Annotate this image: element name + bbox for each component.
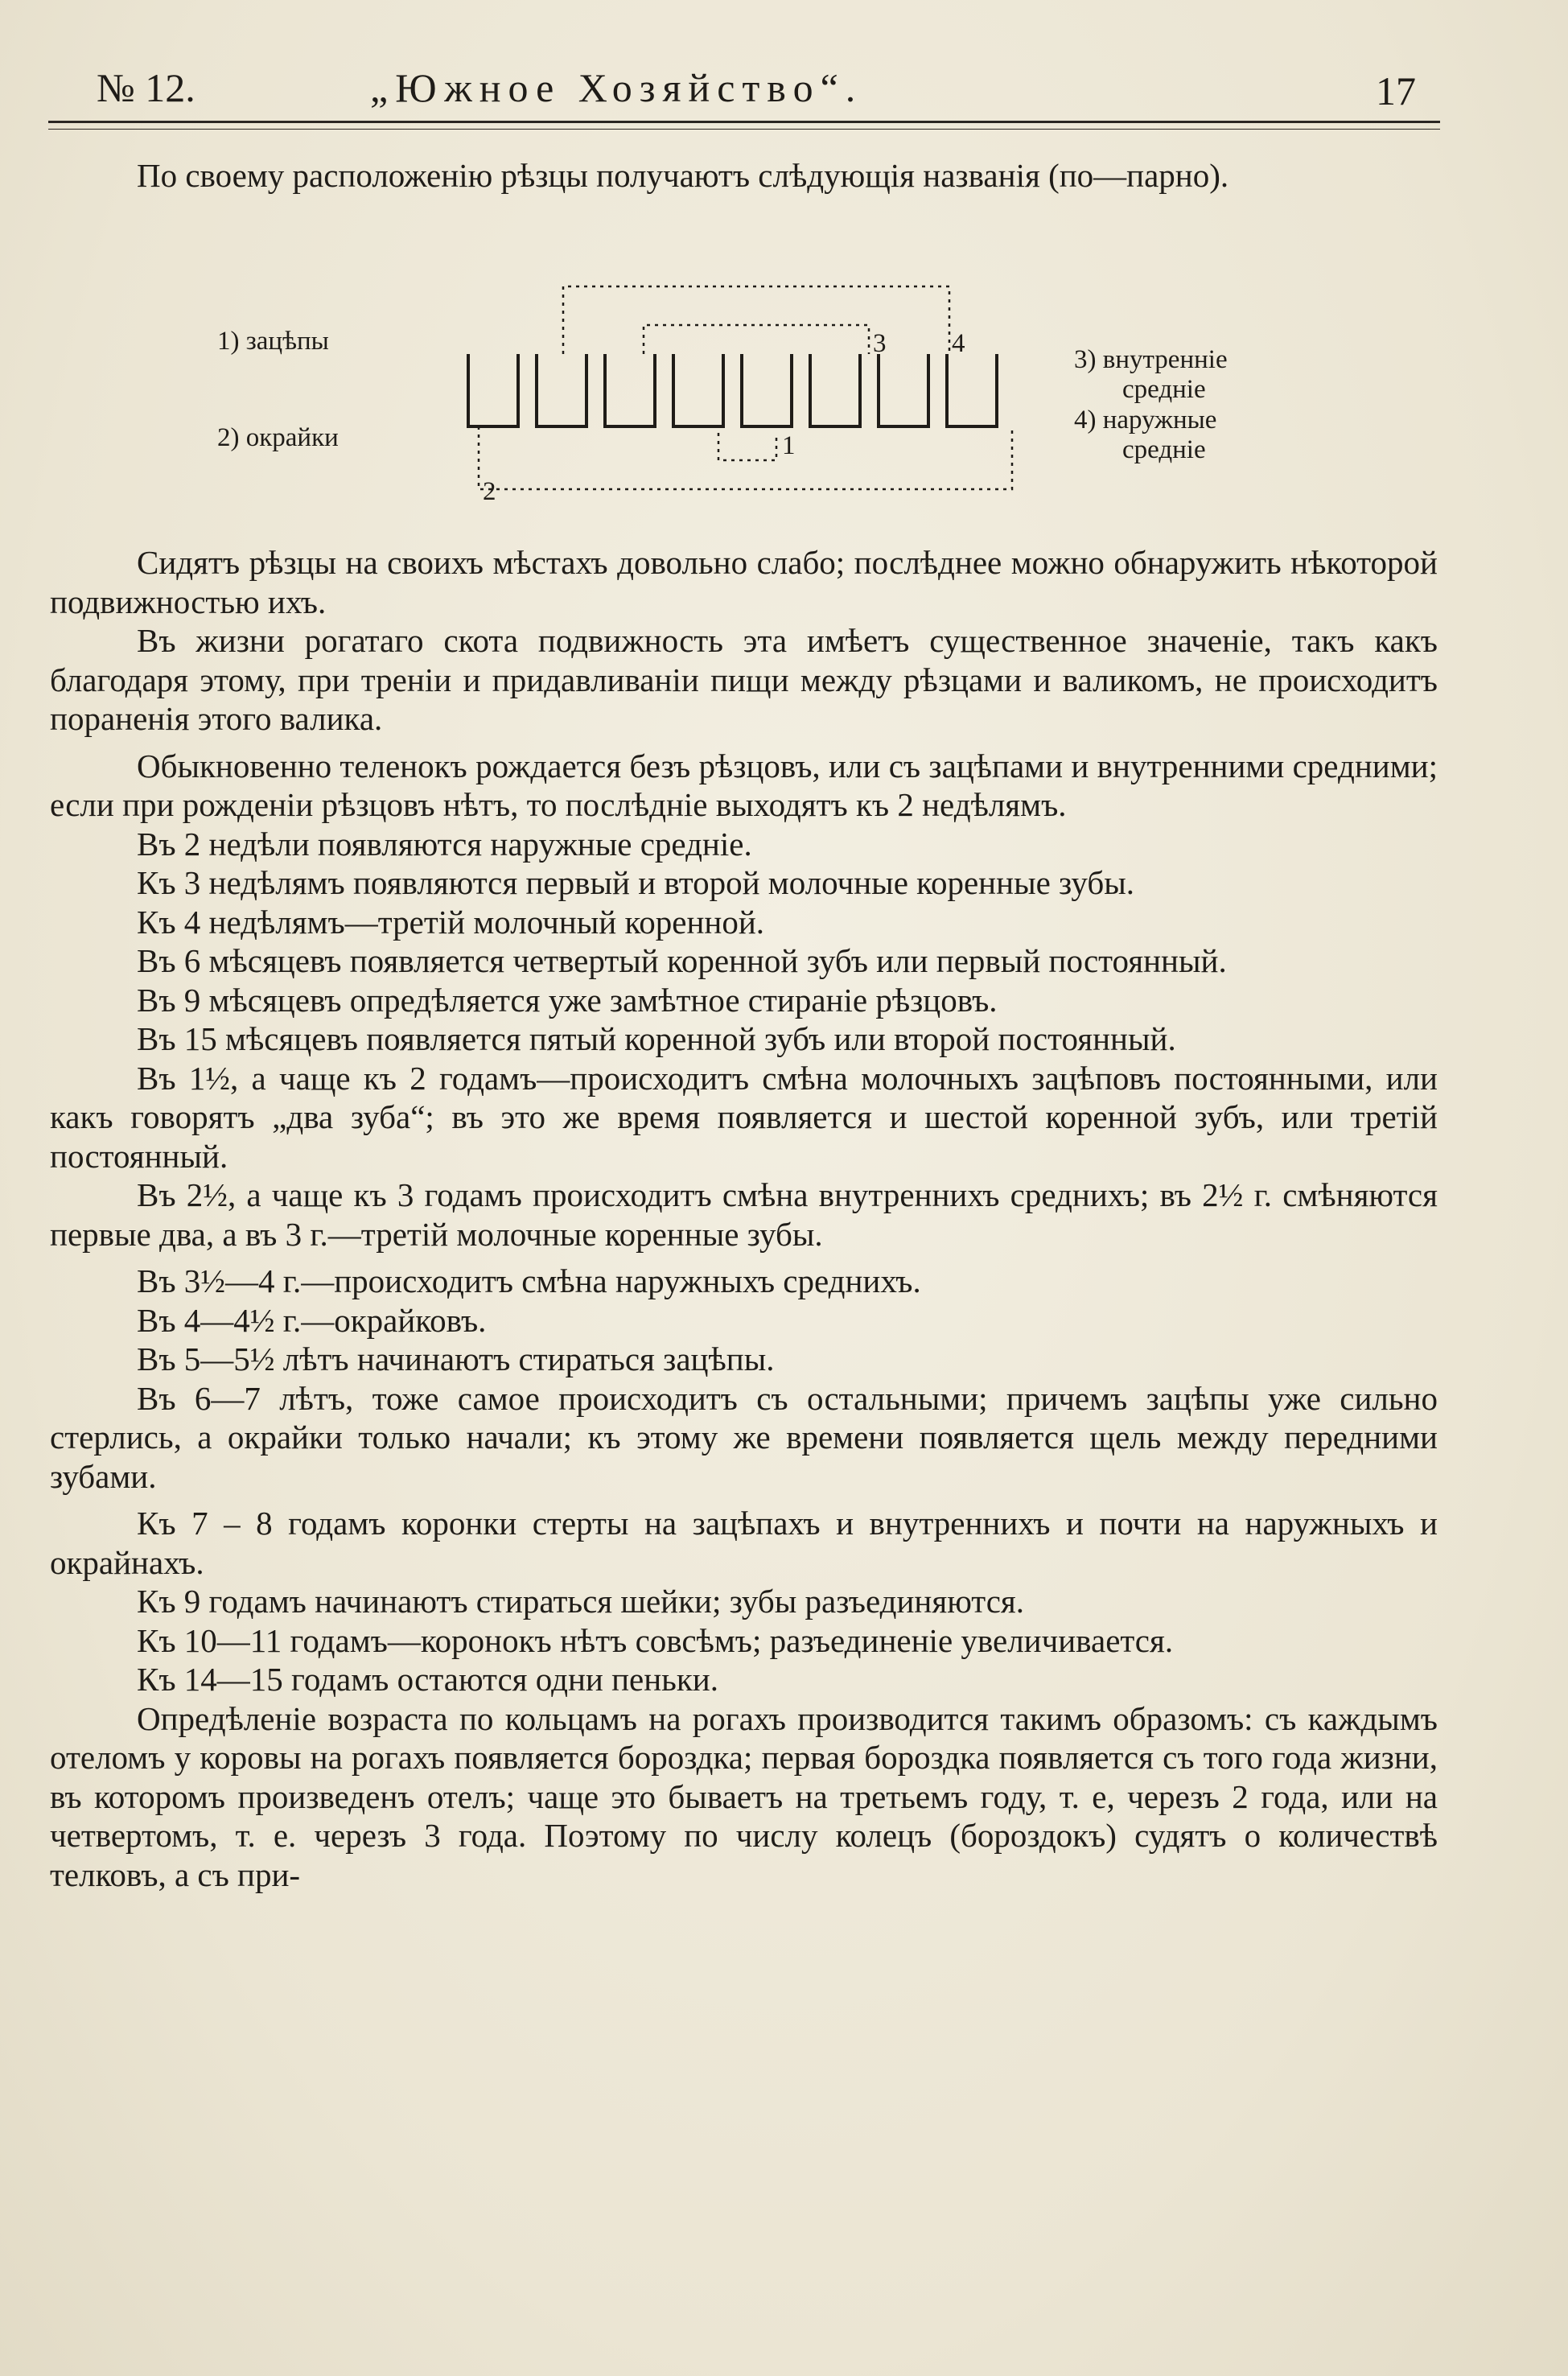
paragraph-9: Въ 15 мѣсяцевъ появляется пятый коренной зубъ или второй постоянный. (137, 1020, 1176, 1057)
header-rule-thin (48, 129, 1440, 130)
paragraph-5: Къ 3 недѣлямъ появляются первый и второй молочные коренные зубы. (137, 864, 1135, 901)
label-inner-middle-2: средніе (1122, 375, 1206, 404)
mark-3: 3 (873, 329, 887, 358)
paragraph-10: Въ 1½, а чаще къ 2 годамъ—происходитъ смѣна молочныхъ зацѣповъ постоянными, или какъ говорятъ „два зуба“; въ это же время появляется и шестой коренной зубъ, или третій постоянный. (50, 1059, 1438, 1175)
incisor-tooth (742, 354, 792, 426)
paragraph-16: Къ 7 – 8 годамъ коронки стерты на зацѣпахъ и внутреннихъ и почти на наружныхъ и окрайнахъ. (50, 1505, 1438, 1581)
running-header (97, 58, 1416, 122)
paragraph-17: Къ 9 годамъ начинаютъ стираться шейки; зубы разъединяются. (137, 1583, 1025, 1620)
bracket-lines (479, 286, 1012, 489)
incisor-tooth (468, 354, 518, 426)
paragraph-14: Въ 5—5½ лѣтъ начинаютъ стираться зацѣпы. (137, 1340, 775, 1377)
label-outer-middle-2: средніе (1122, 435, 1206, 464)
incisor-diagram-drawing (0, 274, 1568, 515)
bracket-4 (563, 286, 949, 354)
incisor-tooth (537, 354, 586, 426)
label-zatsepy: 1) зацѣпы (217, 327, 329, 356)
paragraph-2: Въ жизни рогатаго скота подвижность эта имѣетъ существенное значеніе, такъ какъ благодаря этому, при треніи и придавливаніи пищи между рѣзцами и валикомъ, не происходитъ пораненія этого валика. (50, 622, 1438, 737)
header-rule (48, 121, 1440, 123)
bracket-1 (718, 433, 776, 460)
paragraph-12: Въ 3½—4 г.—происходитъ смѣна наружныхъ среднихъ. (137, 1262, 921, 1299)
paragraph-7: Въ 6 мѣсяцевъ появляется четвертый коренной зубъ или первый постоянный. (137, 942, 1227, 979)
paragraph-3: Обыкновенно теленокъ рождается безъ рѣзцовъ, или съ зацѣпами и внутренними средними; если при рожденіи рѣзцовъ нѣтъ, то послѣдніе выходятъ къ 2 недѣлямъ. (50, 747, 1438, 823)
incisor-tooth (673, 354, 723, 426)
paragraph-8: Въ 9 мѣсяцевъ опредѣляется уже замѣтное стираніе рѣзцовъ. (137, 981, 998, 1019)
paragraph-1: Сидятъ рѣзцы на своихъ мѣстахъ довольно слабо; послѣднее можно обнаружить нѣкоторой подвижностью ихъ. (50, 544, 1438, 620)
label-inner-middle: 3) внутренніе (1074, 345, 1228, 374)
incisor-tooth (810, 354, 860, 426)
journal-title: „Южное Хозяйство“. (370, 65, 863, 110)
paragraph-4: Въ 2 недѣли появляются наружные средніе. (137, 825, 752, 863)
incisor-tooth (879, 354, 928, 426)
intro-paragraph (50, 155, 1438, 196)
paragraph-13: Въ 4—4½ г.—окрайковъ. (137, 1301, 487, 1339)
label-outer-middle: 4) наружные (1074, 406, 1217, 434)
paragraph-11: Въ 2½, а чаще къ 3 годамъ происходитъ смѣна внутреннихъ среднихъ; въ 2½ г. смѣняются первые два, а въ 3 г.—третій молочные коренные зубы. (50, 1176, 1438, 1253)
paragraph-18: Къ 10—11 годамъ—коронокъ нѣтъ совсѣмъ; разъединеніе увеличивается. (137, 1621, 1174, 1659)
bracket-3 (644, 325, 869, 354)
mark-4: 4 (952, 329, 965, 358)
incisor-tooth (605, 354, 655, 426)
mark-1: 1 (782, 431, 796, 460)
page-number: 17 (1376, 68, 1416, 113)
label-okraiki: 2) окрайки (217, 423, 339, 452)
incisors-drawing (468, 354, 997, 426)
paragraph-20: Опредѣленіе возраста по кольцамъ на рогахъ производится такимъ образомъ: съ каждымъ отеломъ у коровы на рогахъ появляется бороздка; первая бороздка появляется съ того года жизни, въ которомъ произведенъ отелъ; чаще это бываетъ на третьемъ году, т. е, черезъ 2 года, или на четвертомъ, т. е. черезъ 3 года. Поэтому по числу колецъ (бороздокъ) судятъ о количествѣ телковъ, а съ при- (50, 1699, 1438, 1893)
incisor-diagram (0, 274, 1568, 515)
issue-number: № 12. (97, 65, 195, 110)
body-text (50, 543, 1438, 1894)
incisor-tooth (947, 354, 997, 426)
bracket-2 (479, 426, 1012, 489)
paragraph-15: Въ 6—7 лѣтъ, тоже самое происходитъ съ остальными; причемъ зацѣпы уже сильно стерлись, а окрайки только начали; къ этому же времени появляется щель между передними зубами. (50, 1379, 1438, 1495)
intro-text: По своему расположенію рѣзцы получаютъ слѣдующія названія (по—парно). (137, 157, 1229, 194)
paragraph-6: Къ 4 недѣлямъ—третій молочный коренной. (137, 903, 765, 941)
mark-2: 2 (483, 477, 496, 506)
paragraph-19: Къ 14—15 годамъ остаются одни пеньки. (137, 1661, 718, 1698)
